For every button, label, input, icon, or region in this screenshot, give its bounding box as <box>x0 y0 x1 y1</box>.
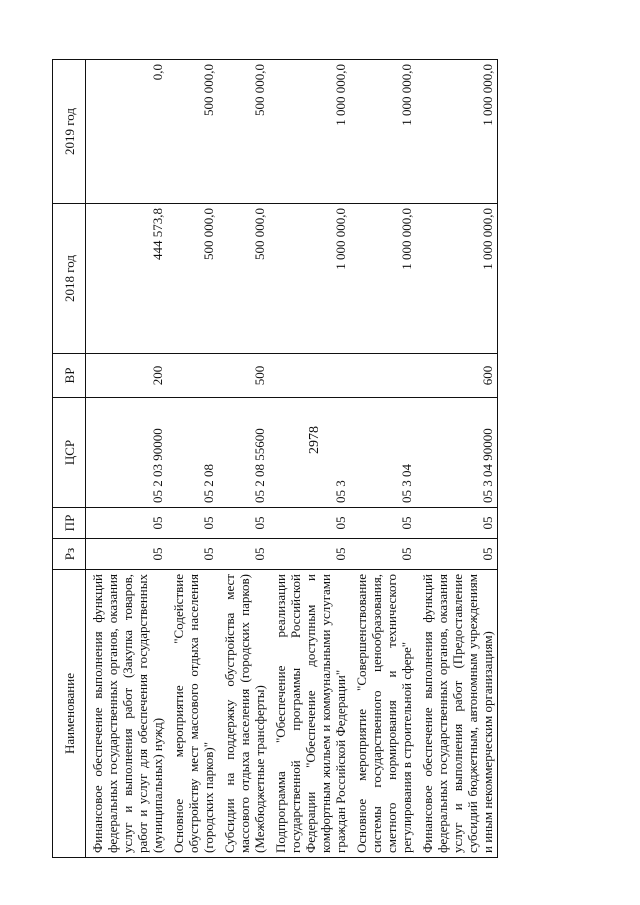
row-2018: 444 573,8 <box>86 204 168 354</box>
column-header-2019: 2019 год <box>53 60 86 204</box>
table-row <box>218 60 269 858</box>
row-2019: 1 000 000,0 <box>350 60 416 204</box>
row-pr: 05 <box>167 508 218 539</box>
row-pr: 05 <box>350 508 416 539</box>
row-2018: 500 000,0 <box>167 204 218 354</box>
row-vr <box>350 354 416 398</box>
row-pr: 05 <box>86 508 168 539</box>
row-2019: 1 000 000,0 <box>416 60 498 204</box>
row-name: Основное мероприятие "Содействие обустройству мест массового отдыха населения (городских парков)" <box>167 570 218 858</box>
row-vr: 500 <box>218 354 269 398</box>
row-vr <box>269 354 350 398</box>
column-header-name: Наименование <box>53 570 86 858</box>
row-rz: 05 <box>86 539 168 570</box>
row-csr: 05 3 <box>269 398 350 508</box>
row-rz: 05 <box>167 539 218 570</box>
row-rz: 05 <box>218 539 269 570</box>
row-rz: 05 <box>350 539 416 570</box>
row-vr: 200 <box>86 354 168 398</box>
row-pr: 05 <box>269 508 350 539</box>
table-row <box>269 60 350 858</box>
row-name: Субсидии на поддержку обустройства мест массового отдыха населения (городских парков) (Межбюджетные трансферты) <box>218 570 269 858</box>
row-name: Основное мероприятие "Совершенствование системы государственного ценообразования, сметного нормирования и технического регулирования в строительной сфере" <box>350 570 416 858</box>
row-name: Подпрограмма "Обеспечение реализации государственной программы Российской Федерации "Обеспечение доступным и комфортным жильем и коммунальными услугами граждан Российской Федерации" <box>269 570 350 858</box>
row-2019: 500 000,0 <box>218 60 269 204</box>
row-rz: 05 <box>416 539 498 570</box>
row-2019: 500 000,0 <box>167 60 218 204</box>
column-header-csr: ЦСР <box>53 398 86 508</box>
row-name: Финансовое обеспечение выполнения функций федеральных государственных органов, оказания услуг и выполнения работ (Закупка товаров, работ и услуг для обеспечения государственных (муниципальных) нужд) <box>86 570 168 858</box>
row-pr: 05 <box>416 508 498 539</box>
row-2018: 1 000 000,0 <box>269 204 350 354</box>
row-csr: 05 3 04 <box>350 398 416 508</box>
table-row <box>416 60 498 858</box>
table-row <box>86 60 168 858</box>
column-header-vr: ВР <box>53 354 86 398</box>
budget-table <box>52 59 498 858</box>
row-csr: 05 3 04 90000 <box>416 398 498 508</box>
row-2019: 0,0 <box>86 60 168 204</box>
row-2018: 1 000 000,0 <box>416 204 498 354</box>
table-header-row <box>53 60 86 858</box>
column-header-2018: 2018 год <box>53 204 86 354</box>
row-name: Финансовое обеспечение выполнения функций федеральных государственных органов, оказания услуг и выполнения работ (Предоставление субсидий бюджетным, автономным учреждениям и иным некоммерческим организациям) <box>416 570 498 858</box>
column-header-pr: ПР <box>53 508 86 539</box>
page-number: 2978 <box>307 426 322 454</box>
row-csr: 05 2 08 55600 <box>218 398 269 508</box>
row-csr: 05 2 08 <box>167 398 218 508</box>
row-csr: 05 2 03 90000 <box>86 398 168 508</box>
row-2018: 1 000 000,0 <box>350 204 416 354</box>
row-vr: 600 <box>416 354 498 398</box>
row-2019: 1 000 000,0 <box>269 60 350 204</box>
column-header-rz: Рз <box>53 539 86 570</box>
row-rz: 05 <box>269 539 350 570</box>
table-row <box>167 60 218 858</box>
row-pr: 05 <box>218 508 269 539</box>
row-vr <box>167 354 218 398</box>
table-row <box>350 60 416 858</box>
row-2018: 500 000,0 <box>218 204 269 354</box>
rotated-page-content <box>52 60 588 858</box>
